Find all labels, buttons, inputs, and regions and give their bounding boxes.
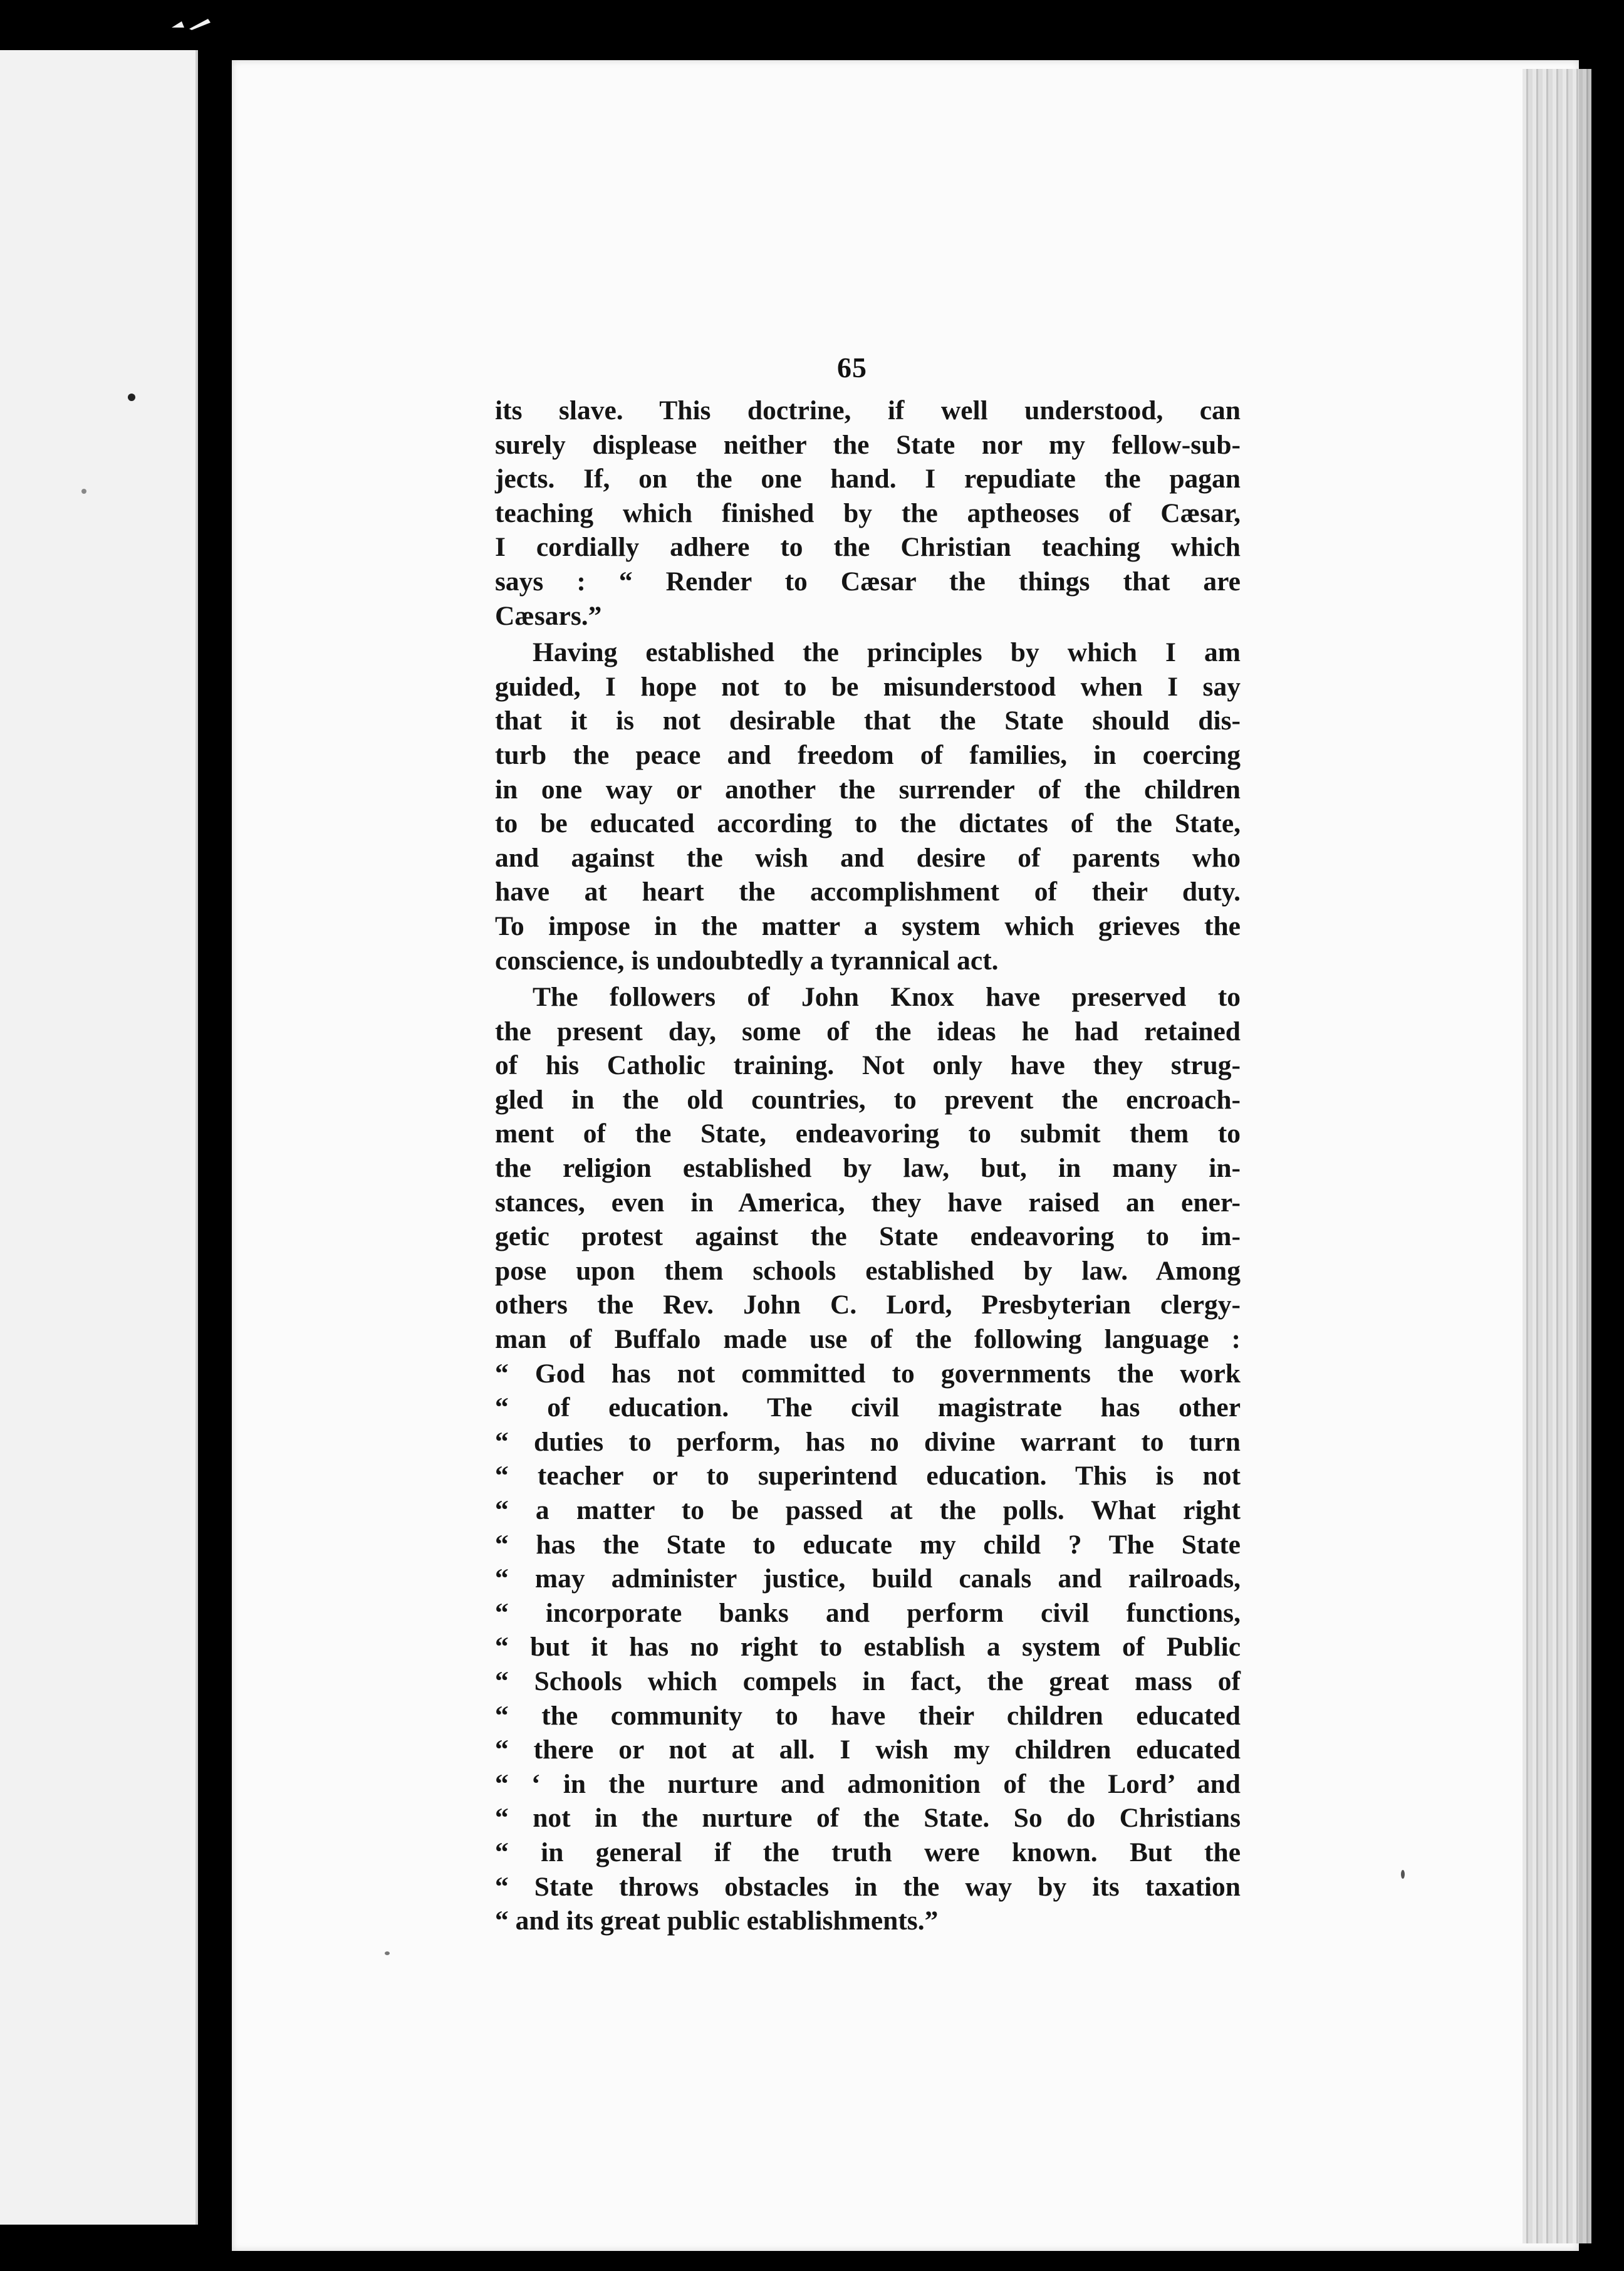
- text-line: “ has the State to educate my child ? The State: [495, 1529, 1241, 1560]
- text-line: to be educated according to the dictates of the State,: [495, 808, 1241, 839]
- text-line: guided, I hope not to be misunderstood when I say: [495, 671, 1241, 702]
- text-line: and against the wish and desire of parents who: [495, 842, 1241, 873]
- body-text: [495, 394, 1241, 1938]
- text-line: that it is not desirable that the State should dis-: [495, 706, 1241, 736]
- paragraph-3: [495, 980, 1241, 1938]
- corner-mark-icon: [170, 16, 214, 31]
- text-line: “ of education. The civil magistrate has other: [495, 1392, 1241, 1423]
- text-line: turb the peace and freedom of families, in coercing: [495, 739, 1241, 770]
- text-line: “ and its great public establishments.”: [495, 1906, 939, 1936]
- text-line: The followers of John Knox have preserved to: [533, 982, 1241, 1013]
- text-line: ment of the State, endeavoring to submit them to: [495, 1119, 1241, 1149]
- text-line: “ there or not at all. I wish my children educated: [495, 1735, 1241, 1765]
- scan-speck: [128, 394, 135, 401]
- text-line: “ may administer justice, build canals and railroads,: [495, 1564, 1241, 1594]
- text-line: man of Buffalo made use of the following language :: [495, 1324, 1241, 1355]
- paragraph-2: [495, 635, 1241, 978]
- text-line: pose upon them schools established by law. Among: [495, 1255, 1241, 1286]
- text-line: “ God has not committed to governments the work: [495, 1358, 1241, 1389]
- page-fore-edge: [1522, 69, 1591, 2243]
- text-line: To impose in the matter a system which grieves the: [495, 911, 1241, 941]
- scan-speck: [385, 1951, 390, 1955]
- text-line: the religion established by law, but, in many in-: [495, 1153, 1241, 1184]
- text-line: “ the community to have their children educated: [495, 1700, 1241, 1731]
- text-line: stances, even in America, they have raised an ener-: [495, 1187, 1241, 1218]
- facing-page-edge: [0, 50, 198, 2225]
- text-line: “ not in the nurture of the State. So do Christians: [495, 1803, 1241, 1834]
- text-line: the present day, some of the ideas he had retained: [495, 1016, 1241, 1047]
- text-line: “ Schools which compels in fact, the great mass of: [495, 1666, 1241, 1696]
- text-line: teaching which finished by the aptheoses of Cæsar,: [495, 498, 1241, 528]
- text-line: “ duties to perform, has no divine warrant to turn: [495, 1426, 1241, 1457]
- text-line: “ in general if the truth were known. But the: [495, 1837, 1241, 1867]
- text-line: Having established the principles by which I am: [533, 637, 1241, 668]
- text-line: of his Catholic training. Not only have they strug-: [495, 1050, 1241, 1081]
- scan-speck: [1401, 1870, 1405, 1879]
- text-line: gled in the old countries, to prevent the encroach-: [495, 1084, 1241, 1115]
- text-line: “ a matter to be passed at the polls. What right: [495, 1495, 1241, 1525]
- text-line: surely displease neither the State nor my fellow-sub-: [495, 429, 1241, 460]
- text-line: “ teacher or to superintend education. This is not: [495, 1461, 1241, 1491]
- page-number: 65: [837, 352, 867, 384]
- scan-speck: [81, 489, 86, 494]
- text-line: “ State throws obstacles in the way by its taxation: [495, 1871, 1241, 1902]
- text-line: others the Rev. John C. Lord, Presbyterian clergy-: [495, 1290, 1241, 1320]
- text-line: says : “ Render to Cæsar the things that are: [495, 566, 1241, 597]
- text-line: “ ‘ in the nurture and admonition of the Lord’ and: [495, 1768, 1241, 1799]
- text-line: Cæsars.”: [495, 600, 602, 631]
- text-line: conscience, is undoubtedly a tyrannical act.: [495, 945, 999, 976]
- text-line: jects. If, on the one hand. I repudiate the pagan: [495, 464, 1241, 494]
- text-line: have at heart the accomplishment of their duty.: [495, 877, 1241, 907]
- text-line: in one way or another the surrender of the children: [495, 774, 1241, 805]
- paragraph-1: [495, 394, 1241, 633]
- text-line: its slave. This doctrine, if well understood, can: [495, 395, 1241, 425]
- text-line: “ but it has no right to establish a system of Public: [495, 1632, 1241, 1663]
- text-line: “ incorporate banks and perform civil functions,: [495, 1597, 1241, 1628]
- text-line: getic protest against the State endeavoring to im-: [495, 1221, 1241, 1252]
- text-line: I cordially adhere to the Christian teaching which: [495, 532, 1241, 563]
